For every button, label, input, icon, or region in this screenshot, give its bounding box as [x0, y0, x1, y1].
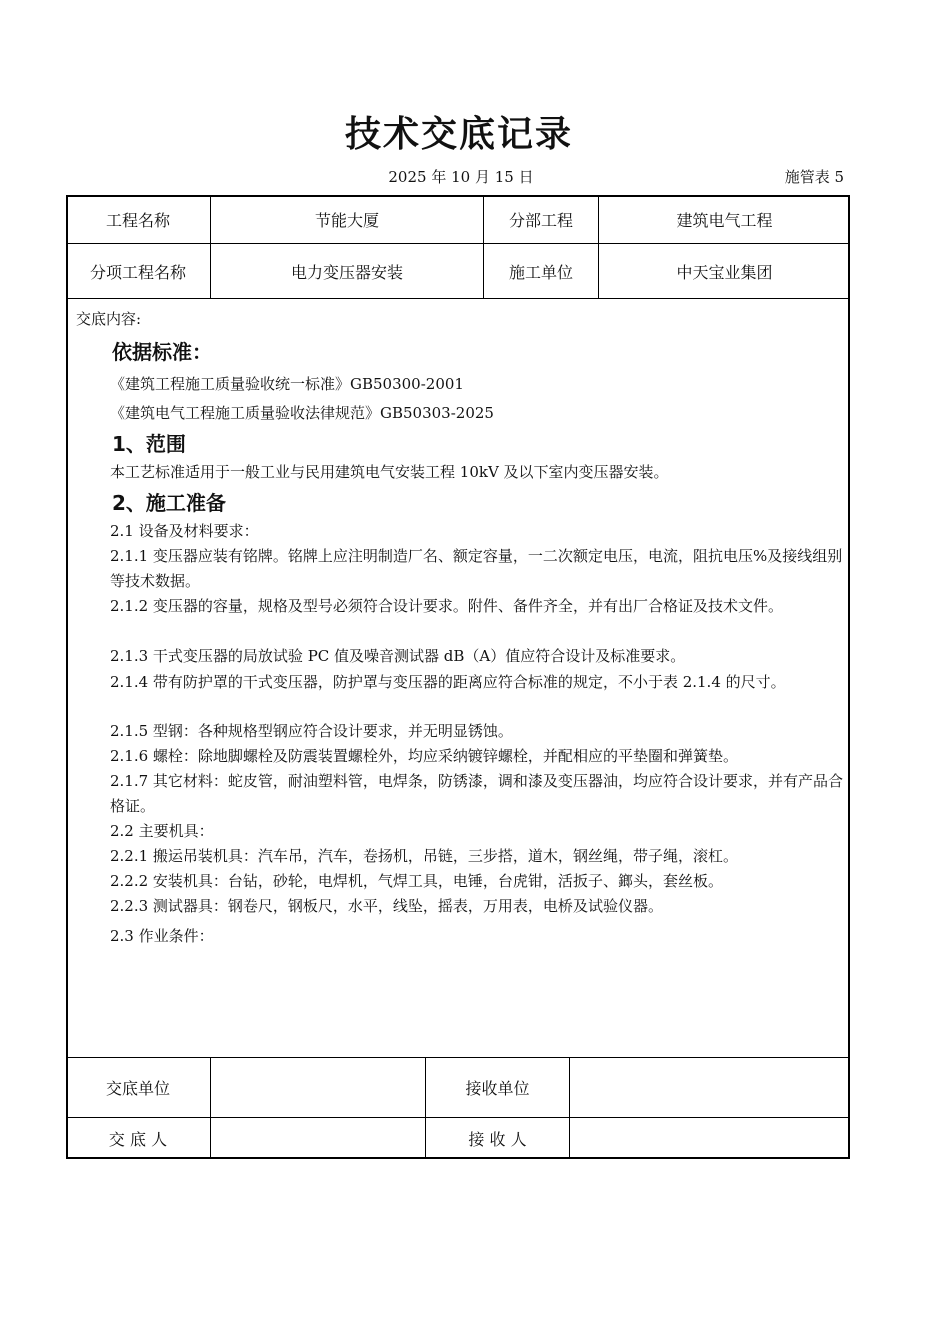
document-title: 技术交底记录	[344, 114, 573, 155]
contractor-value: 中天宝业集团	[676, 262, 773, 282]
header-bottom-divider	[66, 298, 850, 299]
scope-text: 本工艺标准适用于一般工业与民用建筑电气安装工程 10kV 及以下室内变压器安装。	[110, 463, 669, 481]
section-2-1-2: 2.1.2 变压器的容量，规格及型号必须符合设计要求。附件、备件齐全，并有出厂合格证及技术文件。	[110, 597, 783, 615]
section-2-2-2: 2.2.2 安装机具：台钻，砂轮，电焊机，气焊工具，电锤，台虎钳，活扳子、鎯头，套丝板。	[110, 872, 723, 890]
section-2-1-4: 2.1.4 带有防护罩的干式变压器，防护罩与变压器的距离应符合标准的规定，不小于表 2.1.4 的尺寸。	[110, 673, 786, 691]
contractor-label: 施工单位	[508, 262, 573, 282]
section-2-1-1: 2.1.1 变压器应装有铭牌。铭牌上应注明制造厂名、额定容量，一二次额定电压，电流，阻抗电压%及接线组别等技术数据。	[110, 547, 843, 590]
section-2-1: 2.1 设备及材料要求：	[110, 522, 259, 540]
subitem-value: 电力变压器安装	[290, 262, 403, 282]
section-2-2-1: 2.2.1 搬运吊装机具：汽车吊，汽车，卷扬机，吊链，三步搭，道木，钢丝绳，带子绳，滚杠。	[110, 847, 738, 865]
division-value: 建筑电气工程	[676, 210, 773, 230]
issuing-unit-label: 交底单位	[105, 1079, 170, 1098]
issuing-unit-field[interactable]	[211, 1058, 425, 1117]
issuer-label: 交 底 人	[108, 1130, 168, 1149]
scope-heading: 1、范围	[112, 432, 186, 456]
basis-standard-1: 《建筑工程施工质量验收统一标准》GB50300-2001	[110, 375, 464, 393]
document-date: 2025 年 10 月 15 日	[388, 168, 534, 186]
section-2-1-3: 2.1.3 干式变压器的局放试验 PC 值及噪音测试器 dB（A）值应符合设计及标准要求。	[110, 647, 686, 665]
section-2-2: 2.2 主要机具：	[110, 822, 214, 840]
section-2-2-3: 2.2.3 测试器具：钢卷尺，钢板尺，水平，线坠，摇表，万用表，电桥及试验仪器。	[110, 897, 663, 915]
issuer-field[interactable]	[211, 1118, 425, 1159]
division-label: 分部工程	[508, 210, 573, 230]
subitem-label: 分项工程名称	[89, 262, 186, 282]
basis-standard-2: 《建筑电气工程施工质量验收法律规范》GB50303-2025	[110, 404, 494, 422]
content-label: 交底内容:	[76, 310, 142, 328]
section-2-1-6: 2.1.6 螺栓：除地脚螺栓及防震装置螺栓外，均应采纳镀锌螺栓，并配相应的平垫圈和弹簧垫。	[110, 747, 738, 765]
basis-heading: 依据标准：	[112, 340, 212, 364]
preparation-heading: 2、施工准备	[112, 491, 226, 515]
section-2-1-7: 2.1.7 其它材料：蛇皮管，耐油塑料管，电焊条，防锈漆，调和漆及变压器油，均应符合设计要求，并有产品合格证。	[110, 772, 843, 815]
receiving-unit-field[interactable]	[570, 1058, 850, 1117]
project-name-value: 节能大厦	[314, 210, 379, 230]
section-2-3: 2.3 作业条件：	[110, 927, 214, 945]
section-2-1-5: 2.1.5 型钢：各种规格型钢应符合设计要求，并无明显锈蚀。	[110, 722, 513, 740]
receiving-unit-label: 接收单位	[465, 1079, 530, 1098]
form-number: 施管表 5	[784, 168, 844, 186]
project-name-label: 工程名称	[105, 210, 170, 230]
receiver-label: 接 收 人	[468, 1130, 527, 1149]
receiver-field[interactable]	[570, 1118, 850, 1159]
